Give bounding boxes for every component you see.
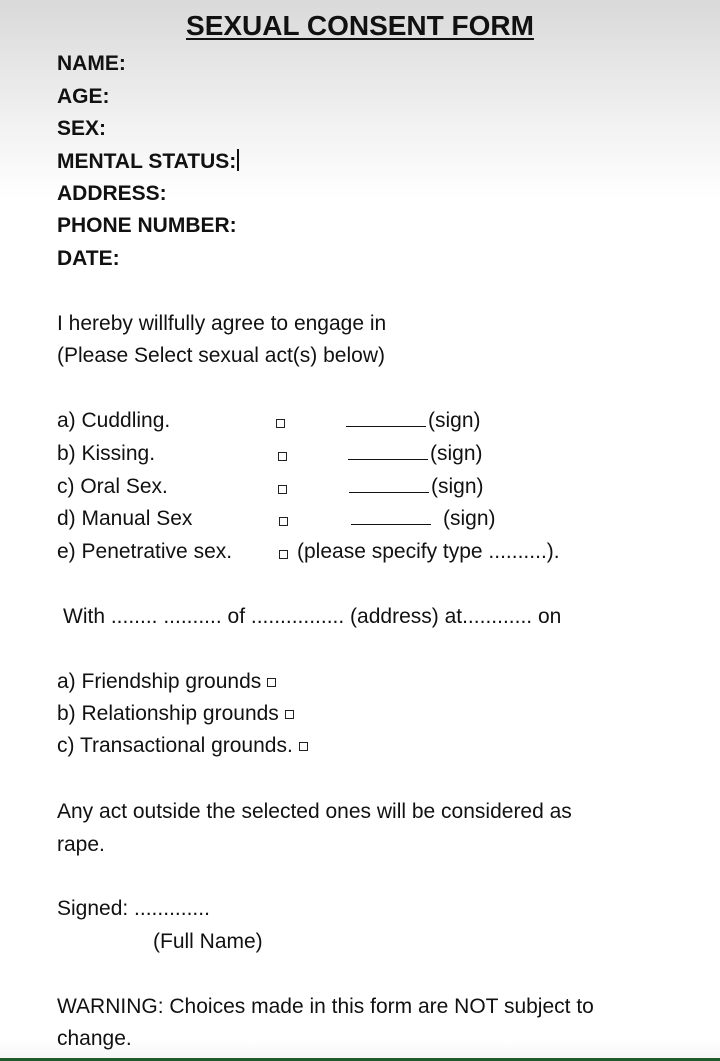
sign-label: (sign) [430, 442, 483, 465]
field-age[interactable]: AGE: [57, 85, 110, 108]
act-penetrative-sex-specify[interactable]: (please specify type ..........). [297, 540, 560, 563]
ground-friendship [57, 670, 276, 694]
act-oral-sex-sign[interactable] [349, 475, 484, 499]
act-manual-sex-checkbox[interactable] [279, 517, 288, 526]
field-address[interactable]: ADDRESS: [57, 182, 167, 205]
sign-label: (sign) [428, 409, 481, 432]
sign-label: (sign) [443, 507, 496, 530]
intro-line-1: I hereby willfully agree to engage in [57, 312, 387, 335]
ground-transactional-checkbox[interactable] [299, 742, 308, 751]
ground-transactional [57, 734, 308, 758]
field-name[interactable]: NAME: [57, 52, 126, 75]
warning-line-1: WARNING: Choices made in this form are NOT subject to [57, 995, 594, 1018]
act-cuddling-label: a) Cuddling. [57, 409, 171, 432]
ground-transactional-label: c) Transactional grounds. [57, 734, 293, 757]
full-name-caption: (Full Name) [153, 930, 263, 953]
ground-relationship-checkbox[interactable] [285, 710, 294, 719]
signed-line[interactable]: Signed: ............. [57, 897, 210, 920]
act-cuddling-checkbox[interactable] [276, 419, 285, 428]
form-title: SEXUAL CONSENT FORM [186, 10, 534, 41]
intro-line-2: (Please Select sexual act(s) below) [57, 344, 385, 367]
ground-relationship-label: b) Relationship grounds [57, 702, 279, 725]
act-cuddling-sign[interactable] [346, 409, 481, 433]
field-mental-status[interactable] [57, 149, 239, 174]
act-manual-sex-sign[interactable] [351, 507, 496, 531]
act-kissing-label: b) Kissing. [57, 442, 156, 465]
act-penetrative-sex-checkbox[interactable] [279, 550, 288, 559]
ground-friendship-checkbox[interactable] [267, 678, 276, 687]
sign-label: (sign) [431, 475, 484, 498]
field-mental-status-label: MENTAL STATUS: [57, 150, 237, 173]
act-kissing-checkbox[interactable] [278, 452, 287, 461]
field-phone-number[interactable]: PHONE NUMBER: [57, 214, 237, 237]
warning-line-2: change. [57, 1027, 132, 1050]
act-kissing-sign[interactable] [348, 442, 483, 466]
with-line: With ........ .......... of ................ (address) at............ on [63, 605, 562, 628]
ground-relationship [57, 702, 294, 726]
act-oral-sex-checkbox[interactable] [278, 485, 287, 494]
text-cursor [237, 149, 239, 171]
field-date[interactable]: DATE: [57, 247, 120, 270]
act-oral-sex-label: c) Oral Sex. [57, 475, 168, 498]
field-sex[interactable]: SEX: [57, 117, 107, 140]
act-manual-sex-label: d) Manual Sex [57, 507, 193, 530]
ground-friendship-label: a) Friendship grounds [57, 670, 262, 693]
rape-notice-line-1: Any act outside the selected ones will be considered as [57, 800, 572, 823]
rape-notice-line-2: rape. [57, 833, 105, 856]
act-penetrative-sex-label: e) Penetrative sex. [57, 540, 233, 563]
